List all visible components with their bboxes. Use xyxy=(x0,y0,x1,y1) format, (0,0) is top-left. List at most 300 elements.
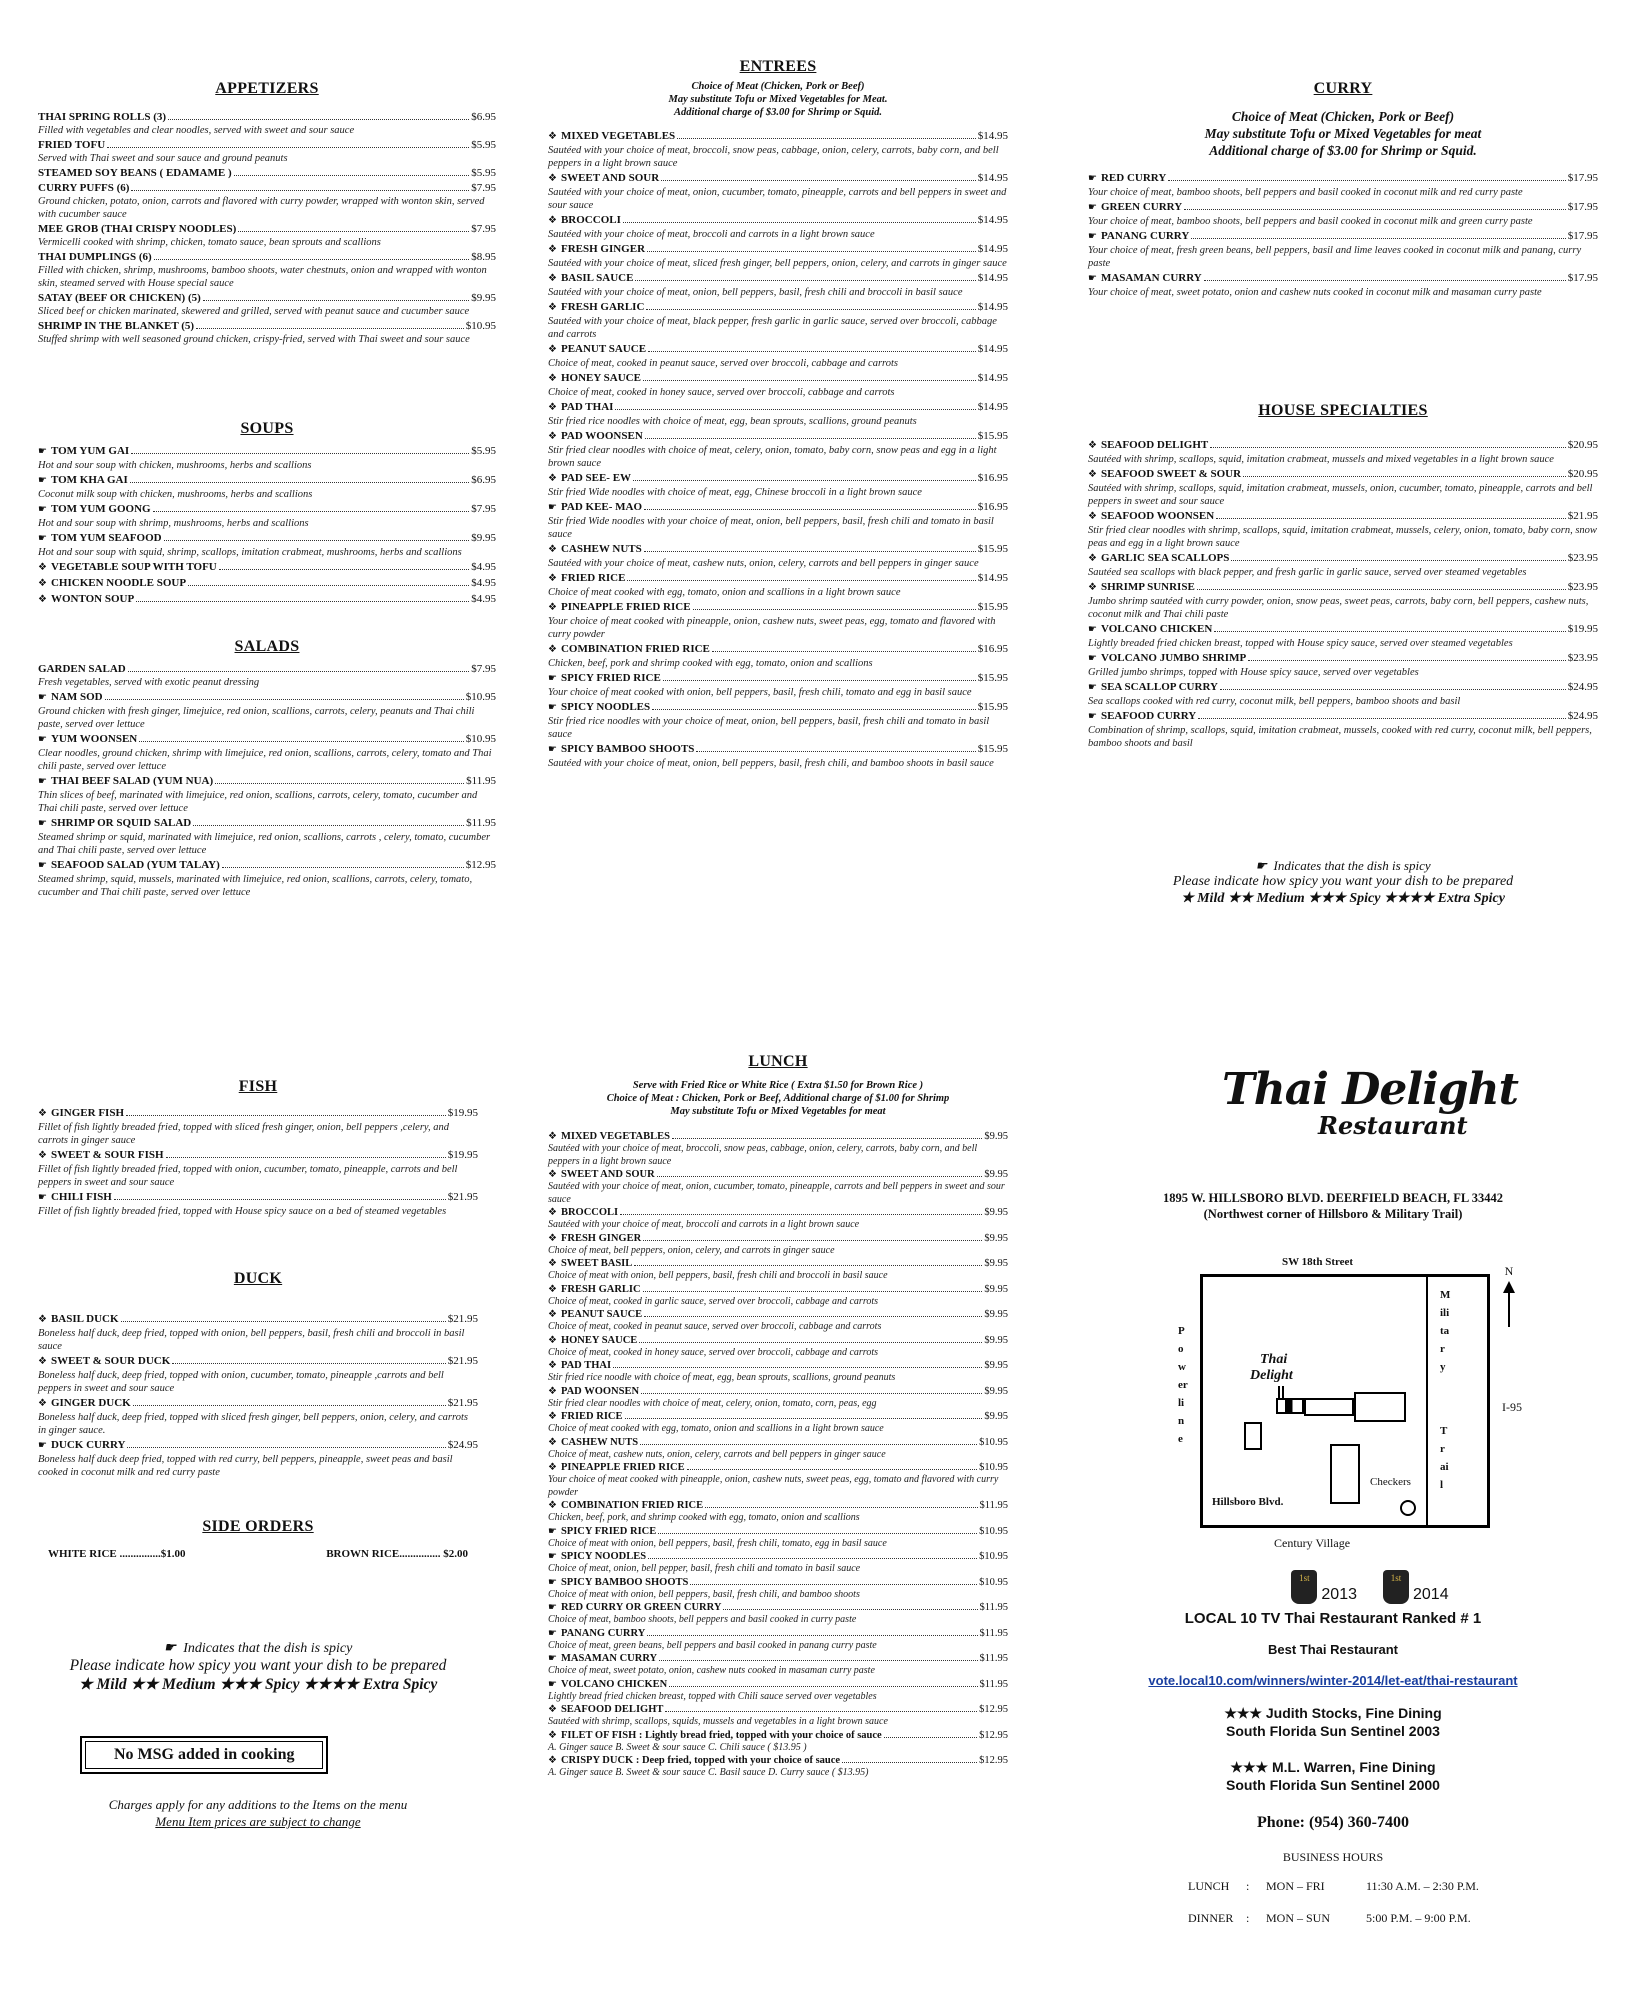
item-price: $10.95 xyxy=(979,1436,1008,1448)
item-price: $21.95 xyxy=(1567,510,1598,522)
item-name: SPICY BAMBOO SHOOTS xyxy=(560,743,695,755)
leader-dots xyxy=(648,351,976,352)
lunch-sub-1: Serve with Fried Rice or White Rice ( Extra $1.50 for Brown Rice ) xyxy=(632,1080,924,1091)
item-description: Sautéed sea scallops with black pepper, and fresh garlic in garlic sauce, served over steamed vegetables xyxy=(1088,567,1527,578)
leader-dots xyxy=(644,509,976,510)
item-price: $4.95 xyxy=(471,561,496,573)
item-description: Combination of shrimp, scallops, squid, imitation crabmeat, mussels, cooked with red curry, coconut milk, bell peppers, bamboo shoots and basil xyxy=(1088,725,1592,749)
item-name: THAI DUMPLINGS (6) xyxy=(38,251,152,263)
menu-item xyxy=(38,181,496,221)
item-description: Your choice of meat cooked with pineapple, onion, cashew nuts, sweet peas, egg, tomato and flavored with curry powder xyxy=(548,1474,999,1498)
bullet-icon: ❖ xyxy=(548,1360,557,1371)
bullet-icon: ❖ xyxy=(548,573,557,584)
restaurant-marker-icon xyxy=(1278,1386,1284,1398)
bullet-icon: ❖ xyxy=(548,215,557,226)
item-name: DUCK CURRY xyxy=(50,1439,126,1451)
bullet-icon: ❖ xyxy=(1088,511,1097,522)
menu-item xyxy=(38,319,496,346)
map-century-label: Century Village xyxy=(1274,1536,1351,1550)
awards xyxy=(1250,1570,1490,1604)
leader-dots xyxy=(238,231,469,232)
item-description: Thin slices of beef, marinated with limejuice, red onion, scallions, carrots, celery, tomato, cucumber and Thai chili paste, served over lettuce xyxy=(38,790,478,814)
leader-dots xyxy=(657,1176,983,1177)
item-name: SWEET AND SOUR xyxy=(560,1169,655,1180)
menu-item xyxy=(548,1257,1008,1283)
bullet-icon: ❖ xyxy=(548,1232,557,1244)
leader-dots xyxy=(139,741,464,742)
menu-item xyxy=(38,592,496,607)
map-north-label: N xyxy=(1504,1264,1514,1278)
menu-item xyxy=(548,1550,1008,1576)
item-name: HONEY SAUCE xyxy=(560,1334,638,1346)
item-name: CRISPY DUCK : Deep fried, topped with your choice of sauce xyxy=(560,1755,841,1766)
item-description: Steamed shrimp or squid, marinated with limejuice, red onion, scallions, carrots , celery, tomato, cucumber and Thai chili paste, served over lettuce xyxy=(38,832,491,856)
item-price: $9.95 xyxy=(984,1207,1008,1218)
item-price: $23.95 xyxy=(1567,652,1598,664)
item-description: Hot and sour soup with squid, shrimp, scallops, imitation crabmeat, mushrooms, herbs and scallions xyxy=(38,547,462,558)
menu-item xyxy=(548,1525,1008,1551)
chili-icon: ☛ xyxy=(1088,682,1097,693)
item-name: NAM SOD xyxy=(50,691,103,703)
item-name: BASIL SAUCE xyxy=(560,272,634,284)
menu-item xyxy=(548,1130,1008,1168)
item-description: Stir fried clear noodles with choice of meat, celery, onion, tomato, corn, peas, egg xyxy=(548,1397,877,1409)
menu-item xyxy=(548,1334,1008,1360)
item-name: GINGER FISH xyxy=(50,1107,125,1119)
chili-icon: ☛ xyxy=(38,446,47,457)
item-name: TOM KHA GAI xyxy=(50,474,128,486)
item-price: $17.95 xyxy=(1567,172,1598,184)
leader-dots xyxy=(693,609,976,610)
item-price: $21.95 xyxy=(447,1191,478,1203)
chili-icon: ☛ xyxy=(548,1576,557,1588)
item-name: SEA SCALLOP CURRY xyxy=(1100,681,1218,693)
chili-icon: ☛ xyxy=(548,1627,557,1639)
item-price: $15.95 xyxy=(977,672,1008,684)
charges-line-1: Charges apply for any additions to the Items on the menu xyxy=(108,1797,408,1812)
menu-item xyxy=(548,1206,1008,1232)
item-name: BASIL DUCK xyxy=(50,1313,119,1325)
appetizers-title: APPETIZERS xyxy=(215,80,319,97)
curry-section xyxy=(1088,80,1598,299)
item-name: STEAMED SOY BEANS ( EDAMAME ) xyxy=(38,167,232,179)
chili-icon: ☛ xyxy=(38,533,47,544)
bullet-icon: ❖ xyxy=(1088,553,1097,564)
leader-dots xyxy=(661,180,976,181)
item-price: $11.95 xyxy=(979,1627,1008,1639)
leader-dots xyxy=(644,551,976,552)
leader-dots xyxy=(677,138,976,139)
item-description: Sautéed with your choice of meat, cashew nuts, onion, celery, carrots and bell peppers in ginger sauce xyxy=(548,558,979,569)
duck-list xyxy=(38,1312,478,1479)
leader-dots xyxy=(234,175,470,176)
review-1-title: ★★★ Judith Stocks, Fine Dining xyxy=(1224,1705,1442,1721)
item-description: Fillet of fish lightly breaded fried, topped with House spicy sauce on a bed of steamed vegetables xyxy=(38,1206,447,1217)
leader-dots xyxy=(196,328,464,329)
menu-item xyxy=(1088,651,1598,679)
leader-dots xyxy=(613,1367,982,1368)
leader-dots xyxy=(652,709,976,710)
item-price: $19.95 xyxy=(447,1107,478,1119)
item-name: CHILI FISH xyxy=(50,1191,112,1203)
leader-dots xyxy=(634,1265,982,1266)
leader-dots xyxy=(1184,209,1566,210)
bullet-icon: ❖ xyxy=(548,273,557,284)
item-description: Fillet of fish lightly breaded fried, topped with sliced fresh ginger, onion, bell peppers ,celery, and carrots in ginger sauce xyxy=(38,1122,449,1146)
specialties-section xyxy=(1088,402,1598,750)
item-name: SEAFOOD SALAD (YUM TALAY) xyxy=(50,859,220,871)
item-price: $17.95 xyxy=(1567,230,1598,242)
white-rice-price: $1.00 xyxy=(160,1548,186,1560)
bullet-icon: ❖ xyxy=(548,1500,557,1511)
chili-icon: ☛ xyxy=(548,1525,557,1537)
item-description: Lightly breaded fried chicken breast, topped with House spicy sauce, served over steamed vegetables xyxy=(1088,638,1513,649)
item-price: $7.95 xyxy=(471,503,496,515)
bullet-icon: ❖ xyxy=(548,602,557,613)
hours-table: LUNCH : MON – FRI 11:30 A.M. – 2:30 P.M. DINNER : MON – SUN 5:00 P.M. – 9:00 P.M. xyxy=(1188,1872,1548,1932)
menu-item xyxy=(38,560,496,575)
item-name: SEAFOOD SWEET & SOUR xyxy=(1100,468,1242,480)
item-description: Boneless half duck, deep fried, topped with onion, bell peppers, basil, fresh chili and broccoli in basil sauce xyxy=(38,1328,465,1352)
menu-item xyxy=(548,642,1008,670)
menu-item xyxy=(1088,680,1598,708)
item-name: SHRIMP IN THE BLANKET (5) xyxy=(38,320,195,332)
bullet-icon: ❖ xyxy=(548,244,557,255)
menu-item xyxy=(38,774,496,815)
chili-icon: ☛ xyxy=(38,776,47,787)
item-price: $5.95 xyxy=(471,167,496,179)
menu-item xyxy=(548,1652,1008,1678)
item-price: $8.95 xyxy=(471,251,496,263)
menu-item xyxy=(1088,580,1598,621)
menu-item xyxy=(548,1359,1008,1385)
map-trail-label: Trail xyxy=(1440,1425,1449,1491)
item-description: Filled with chicken, shrimp, mushrooms, bamboo shoots, water chestnuts, onion and wrapped with wonton skin, steamed served with House special sauce xyxy=(38,265,487,289)
item-price: $11.95 xyxy=(979,1500,1008,1511)
leader-dots xyxy=(659,1660,977,1661)
item-price: $11.95 xyxy=(979,1653,1008,1664)
menu-item xyxy=(548,171,1008,212)
item-price: $24.95 xyxy=(1567,681,1598,693)
leader-dots xyxy=(219,569,470,570)
leader-dots xyxy=(663,680,976,681)
item-name: PAD SEE- EW xyxy=(560,472,632,484)
menu-item xyxy=(1088,438,1598,466)
curry-sub-3: Additional charge of $3.00 for Shrimp or Squid. xyxy=(1209,143,1477,158)
leader-dots xyxy=(1220,689,1566,690)
item-name: TOM YUM GOONG xyxy=(50,503,151,515)
bullet-icon: ❖ xyxy=(548,1283,557,1295)
item-price: $15.95 xyxy=(977,543,1008,555)
item-price: $12.95 xyxy=(979,1729,1008,1741)
item-name: MEE GROB (THAI CRISPY NOODLES) xyxy=(38,223,237,235)
appetizers-list xyxy=(38,110,496,346)
item-price: $9.95 xyxy=(984,1334,1008,1346)
item-price: $16.95 xyxy=(977,472,1008,484)
menu-item xyxy=(1088,271,1598,299)
item-description: Your choice of meat, bamboo shoots, bell peppers and basil cooked in coconut milk and green curry paste xyxy=(1088,216,1533,227)
item-description: Sautéed with your choice of meat, sliced fresh ginger, bell peppers, onion, celery, and carrots in ginger sauce xyxy=(548,258,1007,269)
award-link[interactable]: vote.local10.com/winners/winter-2014/let-eat/thai-restaurant xyxy=(1148,1673,1518,1688)
item-price: $10.95 xyxy=(979,1551,1008,1562)
menu-item xyxy=(548,213,1008,241)
leader-dots xyxy=(639,1342,982,1343)
legend-line-1: Indicates that the dish is spicy xyxy=(1273,858,1431,873)
item-description: Sautéed with shrimp, scallops, squid, imitation crabmeat, mussels and mixed vegetables in a light brown sauce xyxy=(1088,454,1554,465)
item-name: FRIED RICE xyxy=(560,572,626,584)
item-description: Clear noodles, ground chicken, shrimp with limejuice, red onion, scallions, carrots, celery, tomato and Thai chili paste, served over lettuce xyxy=(38,748,492,772)
menu-item xyxy=(38,1148,478,1189)
chili-icon: ☛ xyxy=(548,673,557,684)
item-price: $20.95 xyxy=(1567,468,1598,480)
leader-dots xyxy=(646,309,975,310)
legend-line-3: ★ Mild ★★ Medium ★★★ Spicy ★★★★ Extra Spicy xyxy=(78,1676,438,1693)
curry-sub-2: May substitute Tofu or Mixed Vegetables for meat xyxy=(1204,126,1482,141)
legend-line-2: Please indicate how spicy you want your dish to be prepared xyxy=(1172,874,1514,889)
chili-icon: ☛ xyxy=(548,1551,557,1562)
item-price: $12.95 xyxy=(979,1755,1008,1766)
address: 1895 W. HILLSBORO BLVD. DEERFIELD BEACH, FL 33442 xyxy=(1163,1191,1503,1205)
item-price: $11.95 xyxy=(466,817,496,829)
leader-dots xyxy=(131,453,469,454)
item-name: MASAMAN CURRY xyxy=(1100,272,1202,284)
item-price: $17.95 xyxy=(1567,201,1598,213)
item-price: $12.95 xyxy=(465,859,496,871)
menu-item xyxy=(548,342,1008,370)
menu-item xyxy=(548,1283,1008,1309)
item-name: COMBINATION FRIED RICE xyxy=(560,1500,704,1511)
item-name: SWEET & SOUR FISH xyxy=(50,1149,164,1161)
menu-item xyxy=(1088,622,1598,650)
menu-item xyxy=(38,1354,478,1395)
map-building-4 xyxy=(1330,1444,1360,1504)
chili-icon: ☛ xyxy=(38,1192,47,1203)
curry-title: CURRY xyxy=(1313,80,1373,97)
review-1 xyxy=(1108,1704,1558,1740)
item-name: MASAMAN CURRY xyxy=(560,1653,658,1664)
fish-section xyxy=(38,1078,478,1218)
item-price: $9.95 xyxy=(984,1232,1008,1244)
leader-dots xyxy=(643,380,976,381)
menu-item xyxy=(548,300,1008,341)
menu-item xyxy=(548,471,1008,499)
item-price: $11.95 xyxy=(979,1602,1008,1613)
item-description: Sautéed with your choice of meat, broccoli and carrots in a light brown sauce xyxy=(548,1219,860,1230)
leader-dots xyxy=(114,1199,446,1200)
trophy-icon: 1st xyxy=(1291,1570,1317,1604)
item-name: FILET OF FISH : Lightly bread fried, topped with your choice of sauce xyxy=(560,1729,882,1741)
item-description: Ground chicken with fresh ginger, limejuice, red onion, scallions, carrots, celery, peanuts and Thai chili paste, served over lettuce xyxy=(38,706,475,730)
item-price: $24.95 xyxy=(447,1439,478,1451)
soups-section xyxy=(38,420,496,607)
item-price: $10.95 xyxy=(979,1462,1008,1473)
item-name: PINEAPPLE FRIED RICE xyxy=(560,1462,685,1473)
item-name: FRIED RICE xyxy=(560,1411,623,1422)
curry-list xyxy=(1088,171,1598,299)
item-description: Steamed shrimp, squid, mussels, marinated with limejuice, red onion, scallions, carrots, celery, tomato, cucumber and Thai chili paste, served over lettuce xyxy=(38,874,473,898)
item-description: Choice of meat, bell peppers, onion, celery, and carrots in ginger sauce xyxy=(548,1244,835,1256)
best-thai: Best Thai Restaurant xyxy=(1267,1642,1399,1657)
leader-dots xyxy=(615,409,975,410)
item-name: MIXED VEGETABLES xyxy=(560,1131,670,1142)
leader-dots xyxy=(131,190,469,191)
chili-icon: ☛ xyxy=(1088,202,1097,213)
item-name: TOM YUM GAI xyxy=(50,445,130,457)
side-orders-section xyxy=(38,1518,478,1560)
leader-dots xyxy=(136,601,469,602)
restaurant-building xyxy=(1276,1398,1304,1414)
item-price: $6.95 xyxy=(471,111,496,123)
legend-line-3: ★ Mild ★★ Medium ★★★ Spicy ★★★★ Extra Spicy xyxy=(1181,891,1505,906)
menu-item xyxy=(1088,709,1598,750)
menu-item xyxy=(1088,467,1598,508)
item-name: SEAFOOD DELIGHT xyxy=(1100,439,1209,451)
item-description: Your choice of meat, fresh green beans, bell peppers, basil and lime leaves cooked in coconut milk and panang, curry paste xyxy=(1088,245,1582,269)
entrees-title: ENTREES xyxy=(739,58,817,75)
leader-dots xyxy=(154,259,470,260)
item-price: $14.95 xyxy=(977,172,1008,184)
item-name: SWEET BASIL xyxy=(560,1258,633,1269)
hours-title: BUSINESS HOURS xyxy=(1282,1850,1384,1864)
item-description: Sautéed with shrimp, scallops, squid, imitation crabmeat, mussels, onion, cucumber, tomato, pineapple, carrots and bell peppers in sweet and sour sauce xyxy=(1088,483,1593,507)
leader-dots xyxy=(712,651,976,652)
leader-dots xyxy=(1204,280,1566,281)
item-price: $10.95 xyxy=(465,320,496,332)
leader-dots xyxy=(665,1711,977,1712)
bullet-icon: ❖ xyxy=(548,1704,557,1715)
item-name: SPICY FRIED RICE xyxy=(560,1525,657,1537)
item-price: $6.95 xyxy=(471,474,496,486)
bullet-icon: ❖ xyxy=(548,644,557,655)
curry-sub-1: Choice of Meat (Chicken, Pork or Beef) xyxy=(1231,109,1455,124)
chili-icon: ☛ xyxy=(1255,858,1268,873)
item-description: A. Ginger sauce B. Sweet & sour sauce C. Basil sauce D. Curry sauce ( $13.95) xyxy=(548,1767,869,1778)
item-description: Sautéed with shrimp, scallops, squids, mussels and vegetables in a light brown sauce xyxy=(548,1716,888,1727)
item-name: VOLCANO JUMBO SHRIMP xyxy=(1100,652,1247,664)
item-description: Lightly bread fried chicken breast, topped with Chili sauce served over vegetables xyxy=(548,1690,877,1702)
leader-dots xyxy=(884,1737,977,1738)
item-description: Boneless half duck, deep fried, topped with sliced fresh ginger, bell peppers, onion, celery, and carrots in ginger sauce. xyxy=(38,1412,468,1436)
chili-icon: ☛ xyxy=(38,475,47,486)
menu-item xyxy=(548,1385,1008,1411)
item-price: $4.95 xyxy=(471,593,496,605)
logo xyxy=(1222,1064,1562,1140)
item-description: Boneless half duck, deep fried, topped with onion, cucumber, tomato, pineapple ,carrots and bell peppers in sweet and sour sauce xyxy=(38,1370,444,1394)
item-description: Sliced beef or chicken marinated, skewered and grilled, served with peanut sauce and cucumber sauce xyxy=(38,306,470,317)
leader-dots xyxy=(633,480,976,481)
item-price: $14.95 xyxy=(977,372,1008,384)
menu-item xyxy=(1088,551,1598,579)
leader-dots xyxy=(648,1558,977,1559)
item-description: Sautéed with your choice of meat, onion, cucumber, tomato, pineapple, carrots and bell peppers in sweet and sour sauce xyxy=(548,1181,1005,1205)
item-name: PAD KEE- MAO xyxy=(560,501,643,513)
menu-item xyxy=(38,816,496,857)
lunch-title: LUNCH xyxy=(748,1053,808,1070)
bullet-icon: ❖ xyxy=(38,594,47,605)
item-name: COMBINATION FRIED RICE xyxy=(560,643,710,655)
spicy-legend-bottom xyxy=(38,1640,478,1694)
item-name: SATAY (BEEF OR CHICKEN) (5) xyxy=(38,292,201,304)
chili-icon: ☛ xyxy=(38,692,47,703)
item-description: Stir fried rice noodles with your choice of meat, onion, bell peppers, basil, fresh chili and tomato in basil sauce xyxy=(548,716,990,740)
map-building-3 xyxy=(1244,1422,1262,1450)
charges-note xyxy=(38,1796,478,1830)
map-thai-label: Thai xyxy=(1260,1352,1288,1367)
item-description: Stir fried rice noodle with choice of meat, egg, bean sprouts, scallions, ground peanuts xyxy=(548,1372,896,1383)
menu-item xyxy=(548,1436,1008,1462)
chili-icon: ☛ xyxy=(548,1602,557,1613)
salads-section xyxy=(38,638,496,899)
item-price: $5.95 xyxy=(471,139,496,151)
item-name: PAD THAI xyxy=(560,1360,612,1371)
item-name: BROCCOLI xyxy=(560,1207,619,1218)
item-name: PINEAPPLE FRIED RICE xyxy=(560,601,691,613)
item-price: $14.95 xyxy=(977,214,1008,226)
menu-item xyxy=(548,500,1008,541)
bullet-icon: ❖ xyxy=(38,1108,47,1119)
item-description: Coconut milk soup with chicken, mushrooms, herbs and scallions xyxy=(38,489,313,500)
leader-dots xyxy=(1197,589,1566,590)
item-name: VEGETABLE SOUP WITH TOFU xyxy=(50,561,217,573)
item-description: Chicken, beef, pork and shrimp cooked with egg, tomato, onion and scallions xyxy=(548,658,873,669)
leader-dots xyxy=(164,540,470,541)
item-description: Chicken, beef, pork, and shrimp cooked with egg, tomato, onion and scallions xyxy=(548,1512,860,1523)
north-arrow-icon xyxy=(1502,1264,1516,1333)
bullet-icon: ❖ xyxy=(1088,582,1097,593)
chili-icon: ☛ xyxy=(1088,653,1097,664)
item-name: HONEY SAUCE xyxy=(560,372,641,384)
lunch-list xyxy=(548,1130,1008,1780)
menu-item xyxy=(548,429,1008,470)
bullet-icon: ❖ xyxy=(38,1356,47,1367)
map-hillsboro-label: Hillsboro Blvd. xyxy=(1212,1496,1284,1508)
chili-icon: ☛ xyxy=(1088,624,1097,635)
item-name: CURRY PUFFS (6) xyxy=(38,182,130,194)
bullet-icon: ❖ xyxy=(548,1131,557,1142)
award-year-2013: 2013 xyxy=(1321,1586,1357,1603)
leader-dots xyxy=(1210,447,1566,448)
item-description: Choice of meat, cashew nuts, onion, celery, carrots and bell peppers in ginger sauce xyxy=(548,1448,886,1460)
item-description: Your choice of meat, sweet potato, onion and cashew nuts cooked in coconut milk and masaman curry paste xyxy=(1088,287,1542,298)
item-name: WONTON SOUP xyxy=(50,593,135,605)
item-name: GARDEN SALAD xyxy=(38,663,126,675)
item-name: SEAFOOD WOONSEN xyxy=(1100,510,1215,522)
item-name: FRESH GINGER xyxy=(560,1232,642,1244)
map-street-top: SW 18th Street xyxy=(1282,1256,1354,1268)
item-description: Served with Thai sweet and sour sauce and ground peanuts xyxy=(38,153,288,164)
menu-item xyxy=(548,742,1008,770)
leader-dots xyxy=(126,1115,446,1116)
bullet-icon: ❖ xyxy=(548,1169,557,1180)
leader-dots xyxy=(690,1584,977,1585)
chili-icon: ☛ xyxy=(38,860,47,871)
bullet-icon: ❖ xyxy=(548,544,557,555)
award-year-2014: 2014 xyxy=(1413,1586,1449,1603)
bullet-icon: ❖ xyxy=(548,1411,557,1422)
item-name: FRIED TOFU xyxy=(38,139,106,151)
bullet-icon: ❖ xyxy=(548,1334,557,1346)
item-description: Jumbo shrimp sautéed with curry powder, onion, snow peas, sweet peas, carrots, baby corn, bell peppers, cashew nuts, coconut milk and Thai chili paste xyxy=(1088,596,1589,620)
item-price: $14.95 xyxy=(977,130,1008,142)
item-description: Choice of meat, sweet potato, onion, cashew nuts cooked in masaman curry paste xyxy=(548,1665,875,1676)
item-description: Hot and sour soup with chicken, mushrooms, herbs and scallions xyxy=(38,460,312,471)
leader-dots xyxy=(1231,560,1565,561)
leader-dots xyxy=(623,222,976,223)
item-description: Sautéed with your choice of meat, black pepper, fresh garlic in garlic sauce, served over broccoli, cabbage and carrots xyxy=(548,316,997,340)
chili-icon: ☛ xyxy=(548,744,557,755)
bullet-icon: ❖ xyxy=(548,1309,557,1320)
item-name: BROCCOLI xyxy=(560,214,621,226)
